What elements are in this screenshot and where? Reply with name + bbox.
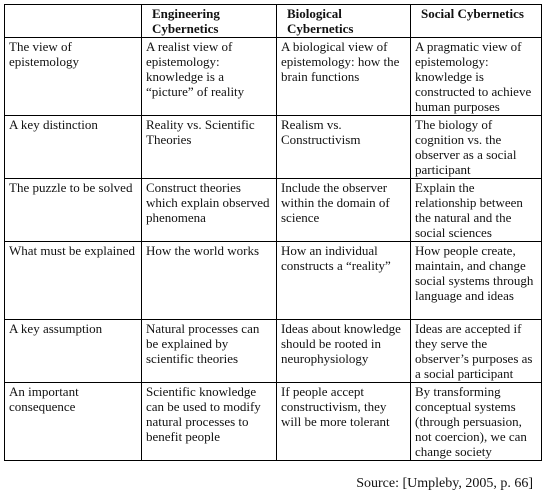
row-label: What must be explained xyxy=(5,242,142,320)
social-cell: By transforming conceptual systems (through persuasion, not coercion), we can change society xyxy=(411,383,542,461)
table-row xyxy=(5,383,542,461)
row-label: An important consequence xyxy=(5,383,142,461)
biological-cell: If people accept constructivism, they will be more tolerant xyxy=(277,383,411,461)
table-row xyxy=(5,116,542,179)
social-cell: How people create, maintain, and change social systems through language and ideas xyxy=(411,242,542,320)
table-header xyxy=(5,5,542,38)
table-row xyxy=(5,320,542,383)
engineering-cell: Construct theories which explain observed phenomena xyxy=(142,179,277,242)
header-biological-cybernetics: Biological Cybernetics xyxy=(277,5,411,38)
table-row xyxy=(5,242,542,320)
biological-cell: Realism vs. Constructivism xyxy=(277,116,411,179)
table-body xyxy=(5,38,542,461)
biological-cell: A biological view of epistemology: how the brain functions xyxy=(277,38,411,116)
cybernetics-comparison-table xyxy=(4,4,542,461)
row-label: The view of epistemology xyxy=(5,38,142,116)
header-engineering-cybernetics: Engineering Cybernetics xyxy=(142,5,277,38)
social-cell: A pragmatic view of epistemology: knowledge is constructed to achieve human purposes xyxy=(411,38,542,116)
row-label: The puzzle to be solved xyxy=(5,179,142,242)
social-cell: Ideas are accepted if they serve the observer’s purposes as a social participant xyxy=(411,320,542,383)
header-blank-cell xyxy=(5,5,142,38)
row-label: A key assumption xyxy=(5,320,142,383)
source-citation: Source: [Umpleby, 2005, p. 66] xyxy=(356,476,533,491)
engineering-cell: A realist view of epistemology: knowledge is a “picture” of reality xyxy=(142,38,277,116)
engineering-cell: Natural processes can be explained by scientific theories xyxy=(142,320,277,383)
header-row xyxy=(5,5,542,38)
engineering-cell: Reality vs. Scientific Theories xyxy=(142,116,277,179)
social-cell: Explain the relationship between the natural and the social sciences xyxy=(411,179,542,242)
table-row xyxy=(5,38,542,116)
engineering-cell: How the world works xyxy=(142,242,277,320)
table-row xyxy=(5,179,542,242)
header-social-cybernetics: Social Cybernetics xyxy=(411,5,542,38)
engineering-cell: Scientific knowledge can be used to modify natural processes to benefit people xyxy=(142,383,277,461)
biological-cell: How an individual constructs a “reality” xyxy=(277,242,411,320)
biological-cell: Include the observer within the domain of science xyxy=(277,179,411,242)
row-label: A key distinction xyxy=(5,116,142,179)
biological-cell: Ideas about knowledge should be rooted in neurophysiology xyxy=(277,320,411,383)
social-cell: The biology of cognition vs. the observer as a social participant xyxy=(411,116,542,179)
